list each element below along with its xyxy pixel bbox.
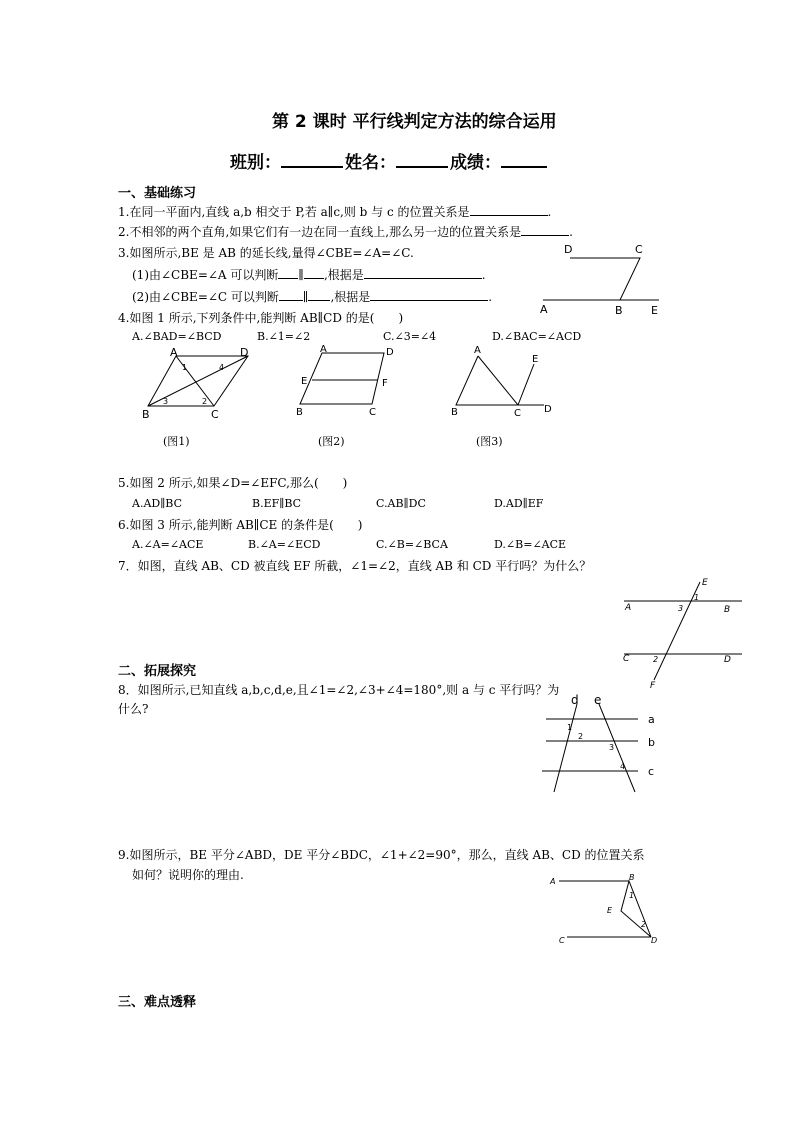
q3-2-reason-blank[interactable]	[370, 288, 488, 301]
q7-fig-F: F	[650, 681, 656, 691]
q9-fig-B: B	[629, 873, 635, 882]
q3-2-parallel: ∥	[302, 290, 309, 304]
q5-option-a[interactable]: A.AD∥BC	[132, 497, 182, 510]
q4-option-a[interactable]: A.∠BAD=∠BCD	[132, 330, 222, 343]
fig3-B: B	[451, 407, 458, 418]
q6-option-b[interactable]: B.∠A=∠ECD	[248, 538, 321, 551]
q3-fig-B: B	[615, 304, 623, 317]
question-4: 4.如图 1 所示,下列条件中,能判断 AB∥CD 的是( )	[118, 311, 404, 325]
question-2	[118, 223, 573, 240]
q3-figure	[535, 240, 665, 320]
fig2-caption: (图2)	[318, 435, 345, 448]
q8-fig-d: d	[571, 693, 579, 707]
section-extend: 二、拓展探究	[118, 664, 197, 679]
fig2-E: E	[301, 376, 308, 387]
class-label: 班别：	[230, 153, 281, 173]
q9-fig-A: A	[550, 877, 556, 886]
q7-fig-n3: 3	[678, 604, 684, 613]
class-blank[interactable]	[281, 150, 343, 168]
q7-fig-A: A	[625, 603, 632, 613]
q8-fig-a: a	[648, 713, 655, 726]
student-info-header	[230, 148, 547, 173]
q4-option-c[interactable]: C.∠3=∠4	[383, 330, 437, 343]
question-8-line-1: 8．如图所示,已知直线 a,b,c,d,e,且∠1=∠2,∠3+∠4=180°,则 a 与 c 平行吗？为	[118, 683, 560, 697]
q3-fig-C: C	[635, 243, 643, 256]
score-blank[interactable]	[501, 150, 547, 168]
fig2-F: F	[382, 378, 388, 389]
q4-option-d[interactable]: D.∠BAC=∠ACD	[492, 330, 582, 343]
figure-1	[138, 346, 258, 424]
q9-figure	[545, 870, 665, 950]
q7-fig-n1: 1	[694, 593, 700, 602]
q5-option-c[interactable]: C.AB∥DC	[376, 497, 426, 510]
fig2-B: B	[296, 407, 303, 418]
q7-fig-n2: 2	[653, 655, 659, 664]
fig2-A: A	[320, 344, 327, 355]
fig1-A: A	[170, 346, 178, 359]
q8-fig-n3: 3	[609, 743, 615, 752]
fig1-n1: 1	[182, 363, 188, 372]
q3-fig-E: E	[651, 304, 658, 317]
q7-fig-C: C	[623, 654, 630, 664]
q5-option-d[interactable]: D.AD∥EF	[494, 497, 544, 510]
q8-fig-n2: 2	[578, 732, 584, 741]
question-3-part-1	[132, 266, 486, 283]
question-9-line-1: 9.如图所示，BE 平分∠ABD，DE 平分∠BDC，∠1+∠2=90°，那么，直线 AB、CD 的位置关系	[118, 848, 645, 862]
q2-end: .	[569, 225, 573, 239]
q3-2-end: .	[488, 290, 493, 304]
q9-fig-E: E	[607, 906, 613, 915]
q8-fig-n1: 1	[567, 723, 573, 732]
q7-figure	[618, 574, 748, 694]
fig1-n3: 3	[163, 397, 169, 406]
name-label: 姓名：	[345, 153, 396, 173]
fig1-C: C	[211, 408, 219, 421]
q6-option-c[interactable]: C.∠B=∠BCA	[376, 538, 448, 551]
fig1-n2: 2	[202, 397, 208, 406]
q3-1-parallel: ∥	[298, 268, 304, 282]
q9-fig-n2: 2	[641, 920, 647, 929]
q1-text: 1.在同一平面内,直线 a,b 相交于 P,若 a∥c,则 b 与 c 的位置关系是	[118, 205, 470, 219]
q3-2-text: (2)由∠CBE=∠C 可以判断	[132, 290, 279, 304]
name-blank[interactable]	[396, 150, 448, 168]
fig2-D: D	[386, 347, 394, 358]
figure-2	[292, 342, 402, 422]
q3-1-reason-blank[interactable]	[364, 266, 482, 279]
question-3-part-2	[132, 288, 492, 305]
q3-2-blank-b[interactable]	[308, 288, 330, 301]
fig3-E: E	[532, 354, 539, 365]
q3-1-text: (1)由∠CBE=∠A 可以判断	[132, 268, 279, 282]
page-title: 第 2 课时 平行线判定方法的综合运用	[272, 112, 557, 132]
question-1	[118, 203, 551, 220]
q9-fig-C: C	[559, 936, 565, 945]
q8-fig-b: b	[648, 736, 655, 749]
q3-1-reason-label: ,根据是	[323, 268, 364, 282]
q3-1-blank-b[interactable]	[304, 266, 324, 279]
q7-fig-E: E	[702, 578, 708, 588]
fig3-C: C	[514, 408, 521, 419]
section-basic: 一、基础练习	[118, 186, 197, 201]
figure-3	[448, 342, 558, 422]
q3-fig-D: D	[564, 243, 573, 256]
question-7: 7．如图，直线 AB、CD 被直线 EF 所截，∠1=∠2，直线 AB 和 CD 平行吗？为什么？	[118, 559, 592, 573]
question-8-line-2: 什么?	[118, 702, 149, 716]
fig1-n4: 4	[219, 363, 225, 372]
q9-fig-D: D	[651, 936, 658, 945]
q6-option-a[interactable]: A.∠A=∠ACE	[132, 538, 204, 551]
q7-fig-D: D	[724, 655, 731, 665]
fig1-caption: (图1)	[163, 435, 190, 448]
fig3-D: D	[544, 404, 552, 415]
q8-fig-e: e	[594, 693, 602, 707]
q1-blank[interactable]	[470, 203, 548, 216]
q8-fig-c: c	[648, 765, 655, 778]
fig1-D: D	[240, 346, 249, 359]
score-label: 成绩：	[450, 153, 501, 173]
question-6: 6.如图 3 所示,能判断 AB∥CE 的条件是( )	[118, 518, 363, 532]
question-5: 5.如图 2 所示,如果∠D=∠EFC,那么( )	[118, 476, 348, 490]
q4-option-b[interactable]: B.∠1=∠2	[257, 330, 311, 343]
question-9-line-2: 如何？说明你的理由.	[132, 868, 244, 882]
q3-1-blank-a[interactable]	[278, 266, 298, 279]
q5-option-b[interactable]: B.EF∥BC	[252, 497, 302, 510]
fig2-C: C	[369, 407, 376, 418]
q9-fig-n1: 1	[629, 891, 635, 900]
q8-fig-n4: 4	[620, 762, 626, 771]
q6-option-d[interactable]: D.∠B=∠ACE	[494, 538, 567, 551]
q2-text: 2.不相邻的两个直角,如果它们有一边在同一直线上,那么另一边的位置关系是	[118, 225, 522, 239]
q2-blank[interactable]	[521, 223, 569, 236]
fig3-A: A	[474, 345, 481, 356]
q3-1-end: .	[481, 268, 486, 282]
q7-fig-B: B	[724, 605, 731, 615]
q8-figure	[538, 692, 668, 794]
fig1-B: B	[142, 408, 150, 421]
q3-2-blank-a[interactable]	[279, 288, 303, 301]
q1-end: .	[547, 205, 552, 219]
section-difficult: 三、难点透释	[118, 995, 197, 1010]
q3-fig-A: A	[540, 303, 548, 316]
question-3: 3.如图所示,BE 是 AB 的延长线,量得∠CBE=∠A=∠C.	[118, 246, 414, 260]
fig3-caption: (图3)	[476, 435, 503, 448]
q3-2-reason-label: ,根据是	[330, 290, 371, 304]
